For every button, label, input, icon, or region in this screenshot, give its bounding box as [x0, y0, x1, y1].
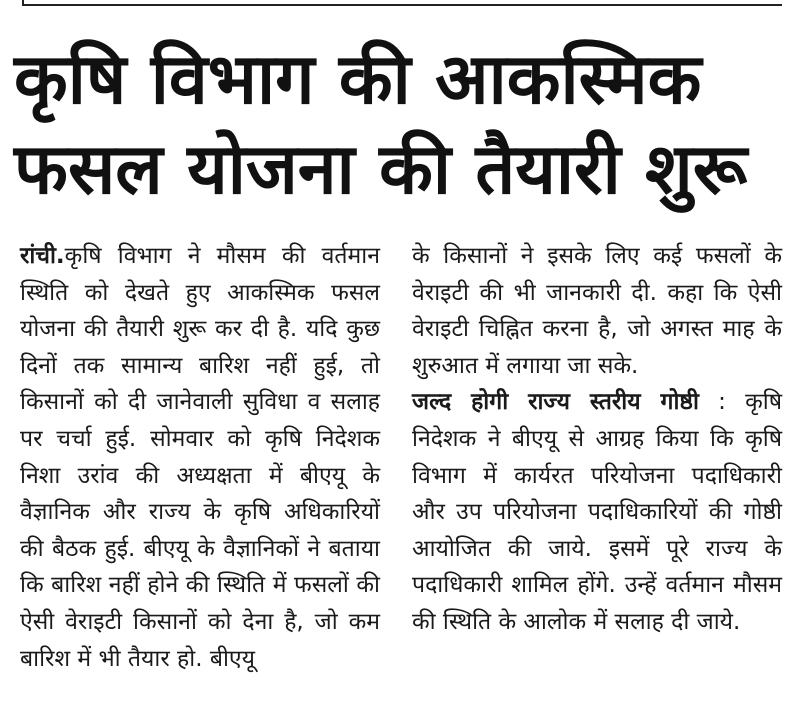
dateline: रांची. — [20, 243, 65, 269]
left-body-text: कृषि विभाग ने मौसम की वर्तमान स्थिति को देखते हुए आकस्मिक फसल योजना की तैयारी शुरू कर दी है. यदि कुछ दिनों तक सामान्य बारिश नहीं हुई, तो किसानों को दी जानेवाली सुविधा व सलाह पर चर्चा हुई. सोमवार को कृषि निदेशक निशा उरांव की अध्यक्षता में बीएयू के वैज्ञानिक और राज्य के कृषि अधिकारियों की बैठक हुई. बीएयू के वैज्ञानिकों ने बताया कि बारिश नहीं होने की स्थिति में फसलों की ऐसी वेराइटी किसानों को देना है, जो कम बारिश में भी तैयार हो. बीएयू — [20, 243, 380, 672]
top-border-rule — [22, 0, 782, 6]
right-paragraph-2 — [412, 384, 782, 640]
subheading-separator: : — [698, 389, 746, 416]
left-column — [20, 238, 380, 677]
headline-line-2: फसल योजना की तैयारी शुरू — [14, 128, 748, 210]
right-body-text: कृषि निदेशक ने बीएयू से आग्रह किया कि कृषि विभाग में कार्यरत परियोजना पदाधिकारी और उप परियोजना पदाधिकारियों की गोष्ठी आयोजित की जाये. इसमें पूरे राज्य के पदाधिकारी शामिल होंगे. उन्हें वर्तमान मौसम की स्थिति के आलोक में सलाह दी जाये. — [412, 389, 782, 635]
right-paragraph-1: के किसानों ने इसके लिए कई फसलों के वेराइटी की भी जानकारी दी. कहा कि ऐसी वेराइटी चिह्नित करना है, जो अगस्त माह के शुरुआत में लगाया जा सके. — [412, 243, 782, 379]
left-paragraph — [20, 238, 380, 677]
subheading: जल्द होगी राज्य स्तरीय गोष्ठी — [412, 389, 699, 416]
headline-line-1: कृषि विभाग की आकस्मिक — [14, 38, 702, 120]
column-gutter — [400, 238, 401, 718]
headline — [14, 34, 786, 214]
right-column — [412, 238, 782, 641]
